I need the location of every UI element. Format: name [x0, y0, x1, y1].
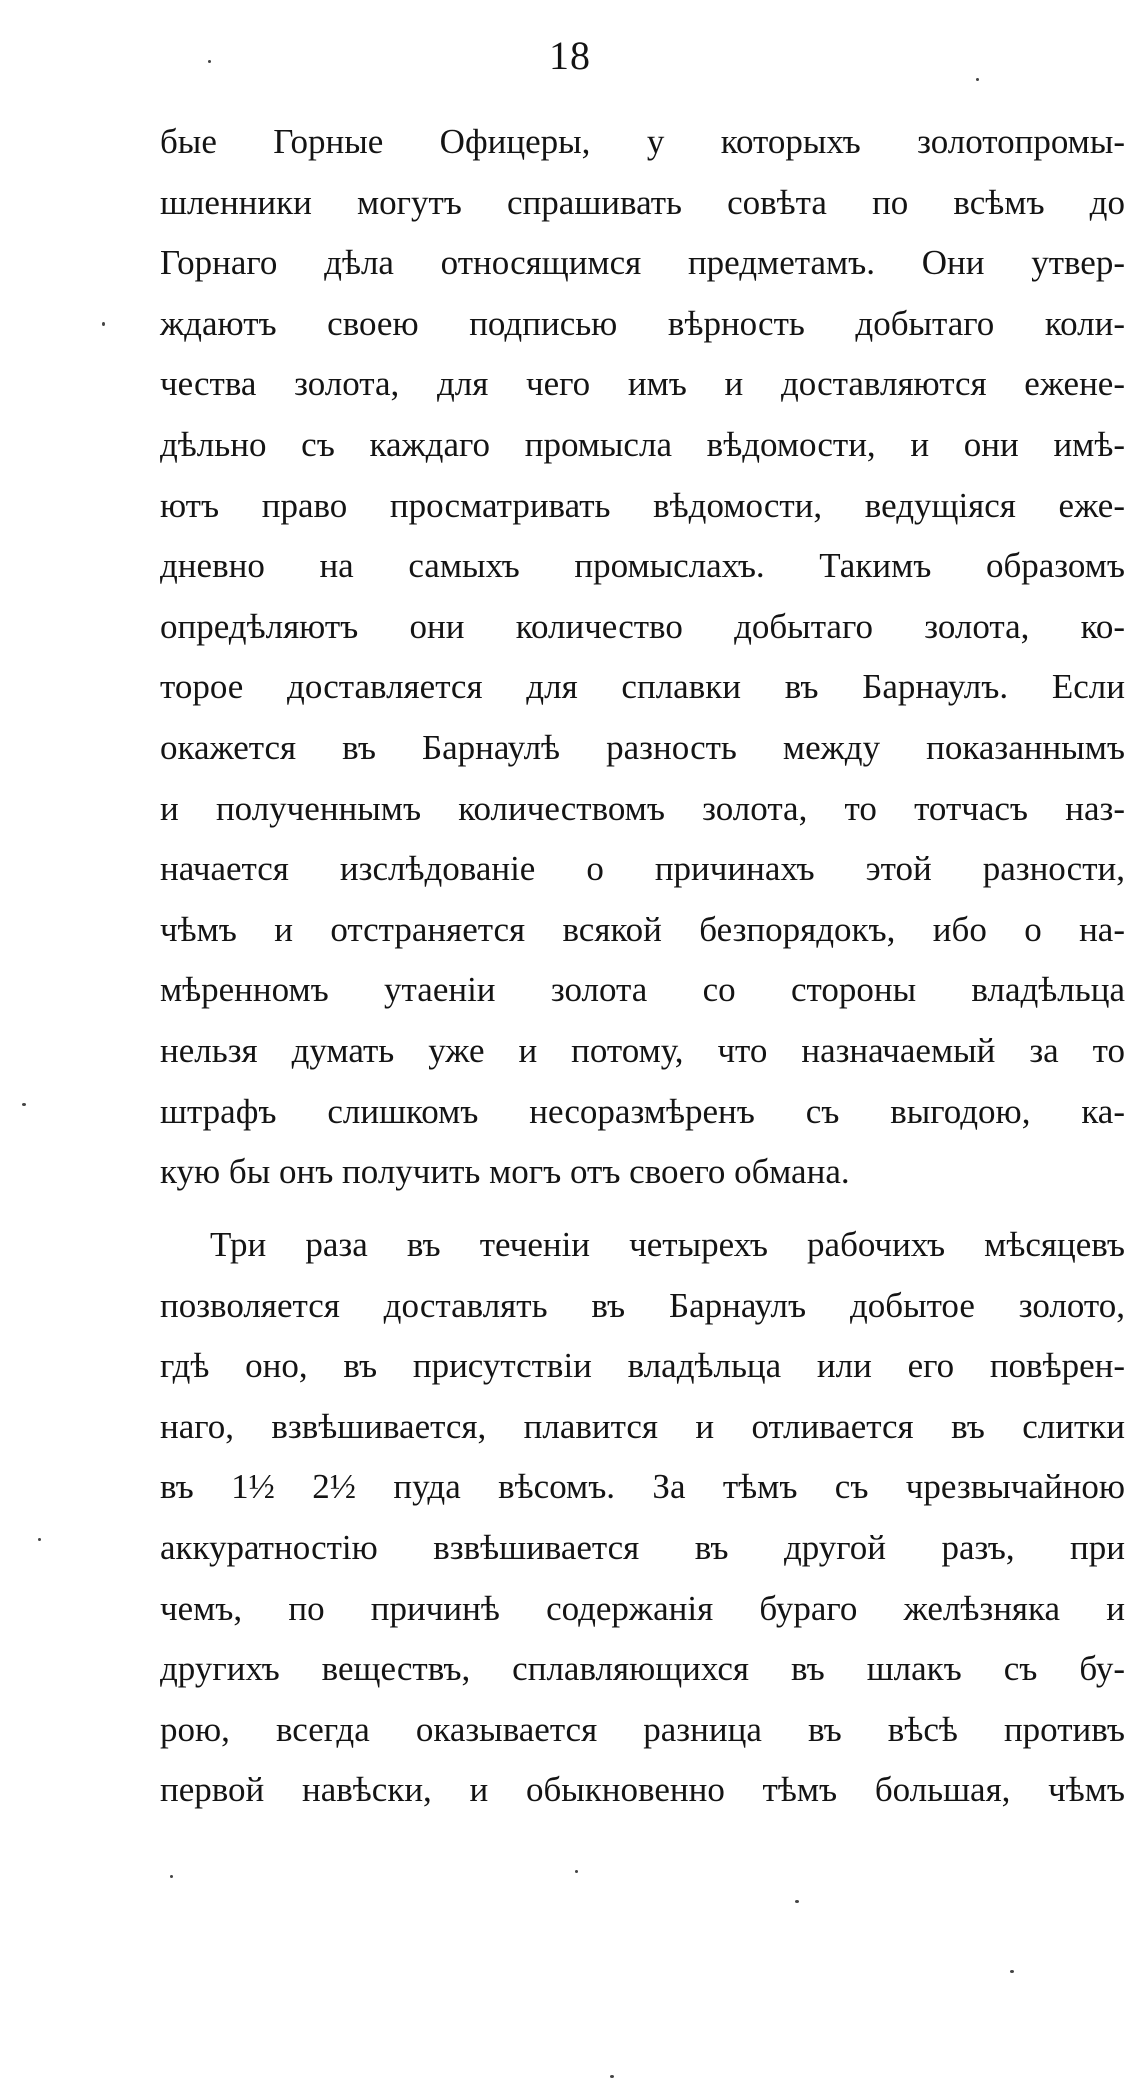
text-line: наго, взвѣшивается, плавится и отливается въ слитки — [160, 1406, 1125, 1446]
page-number: 18 — [549, 33, 591, 78]
text-line: ждаютъ своею подписью вѣрность добытаго коли- — [160, 303, 1125, 343]
scan-speck — [575, 1870, 578, 1873]
text-line: первой навѣски, и обыкновенно тѣмъ большая, чѣмъ — [160, 1770, 1125, 1810]
text-line: чѣмъ и отстраняется всякой безпорядокъ, ибо о на- — [160, 909, 1125, 949]
text-line: рою, всегда оказывается разница въ вѣсѣ противъ — [160, 1709, 1125, 1749]
text-line: торое доставляется для сплавки въ Барнаулъ. Если — [160, 667, 1125, 707]
text-line: шленники могутъ спрашивать совѣта по всѣмъ до — [160, 182, 1125, 222]
text-line: позволяется доставлять въ Барнаулъ добытое золото, — [160, 1285, 1125, 1325]
text-line: нельзя думать уже и потому, что назначаемый за то — [160, 1030, 1125, 1070]
text-line: кую бы онъ получить могъ отъ своего обмана. — [160, 1152, 850, 1192]
text-line: Горнаго дѣла относящимся предметамъ. Они утвер- — [160, 243, 1125, 283]
scan-speck — [795, 1900, 799, 1903]
text-line: и полученнымъ количествомъ золота, то тотчасъ наз- — [160, 788, 1125, 828]
text-line: окажется въ Барнаулѣ разность между показаннымъ — [160, 727, 1125, 767]
text-line: ютъ право просматривать вѣдомости, ведущіяся еже- — [160, 485, 1125, 525]
text-line: начается изслѣдованіе о причинахъ этой разности, — [160, 849, 1125, 889]
text-line: чества золота, для чего имъ и доставляются еженe- — [160, 364, 1125, 404]
scan-speck — [38, 1538, 41, 1541]
paragraph-1 — [160, 112, 1125, 1203]
text-line: Три раза въ теченіи четырехъ рабочихъ мѣсяцевъ — [210, 1225, 1125, 1264]
text-line: мѣренномъ утаеніи золота со стороны владѣльца — [160, 970, 1125, 1010]
scan-speck — [170, 1875, 173, 1878]
paragraph-2 — [160, 1215, 1125, 1821]
text-line: дѣльно съ каждаго промысла вѣдомости, и они имѣ- — [160, 424, 1125, 464]
scan-speck — [610, 2075, 614, 2078]
text-line: опредѣляютъ они количество добытаго золота, ко- — [160, 606, 1125, 646]
scan-speck — [208, 60, 211, 63]
text-line: чемъ, по причинѣ содержанія бураго желѣзняка и — [160, 1588, 1125, 1628]
text-line: штрафъ слишкомъ несоразмѣренъ съ выгодою, ка- — [160, 1091, 1125, 1131]
scan-speck — [22, 1103, 26, 1106]
text-line: въ 1½ 2½ пуда вѣсомъ. За тѣмъ съ чрезвычайною — [160, 1467, 1125, 1507]
text-line: другихъ веществъ, сплавляющихся въ шлакъ съ бу- — [160, 1649, 1125, 1689]
scan-speck — [976, 78, 979, 81]
text-line: аккуратностію взвѣшивается въ другой разъ, при — [160, 1527, 1125, 1567]
scan-speck — [1010, 1970, 1014, 1973]
scan-speck — [102, 322, 105, 326]
text-line: дневно на самыхъ промыслахъ. Такимъ образомъ — [160, 546, 1125, 586]
text-line: бые Горные Офицеры, у которыхъ золотопромы- — [160, 122, 1125, 161]
text-line: гдѣ оно, въ присутствіи владѣльца или его повѣрен- — [160, 1346, 1125, 1386]
